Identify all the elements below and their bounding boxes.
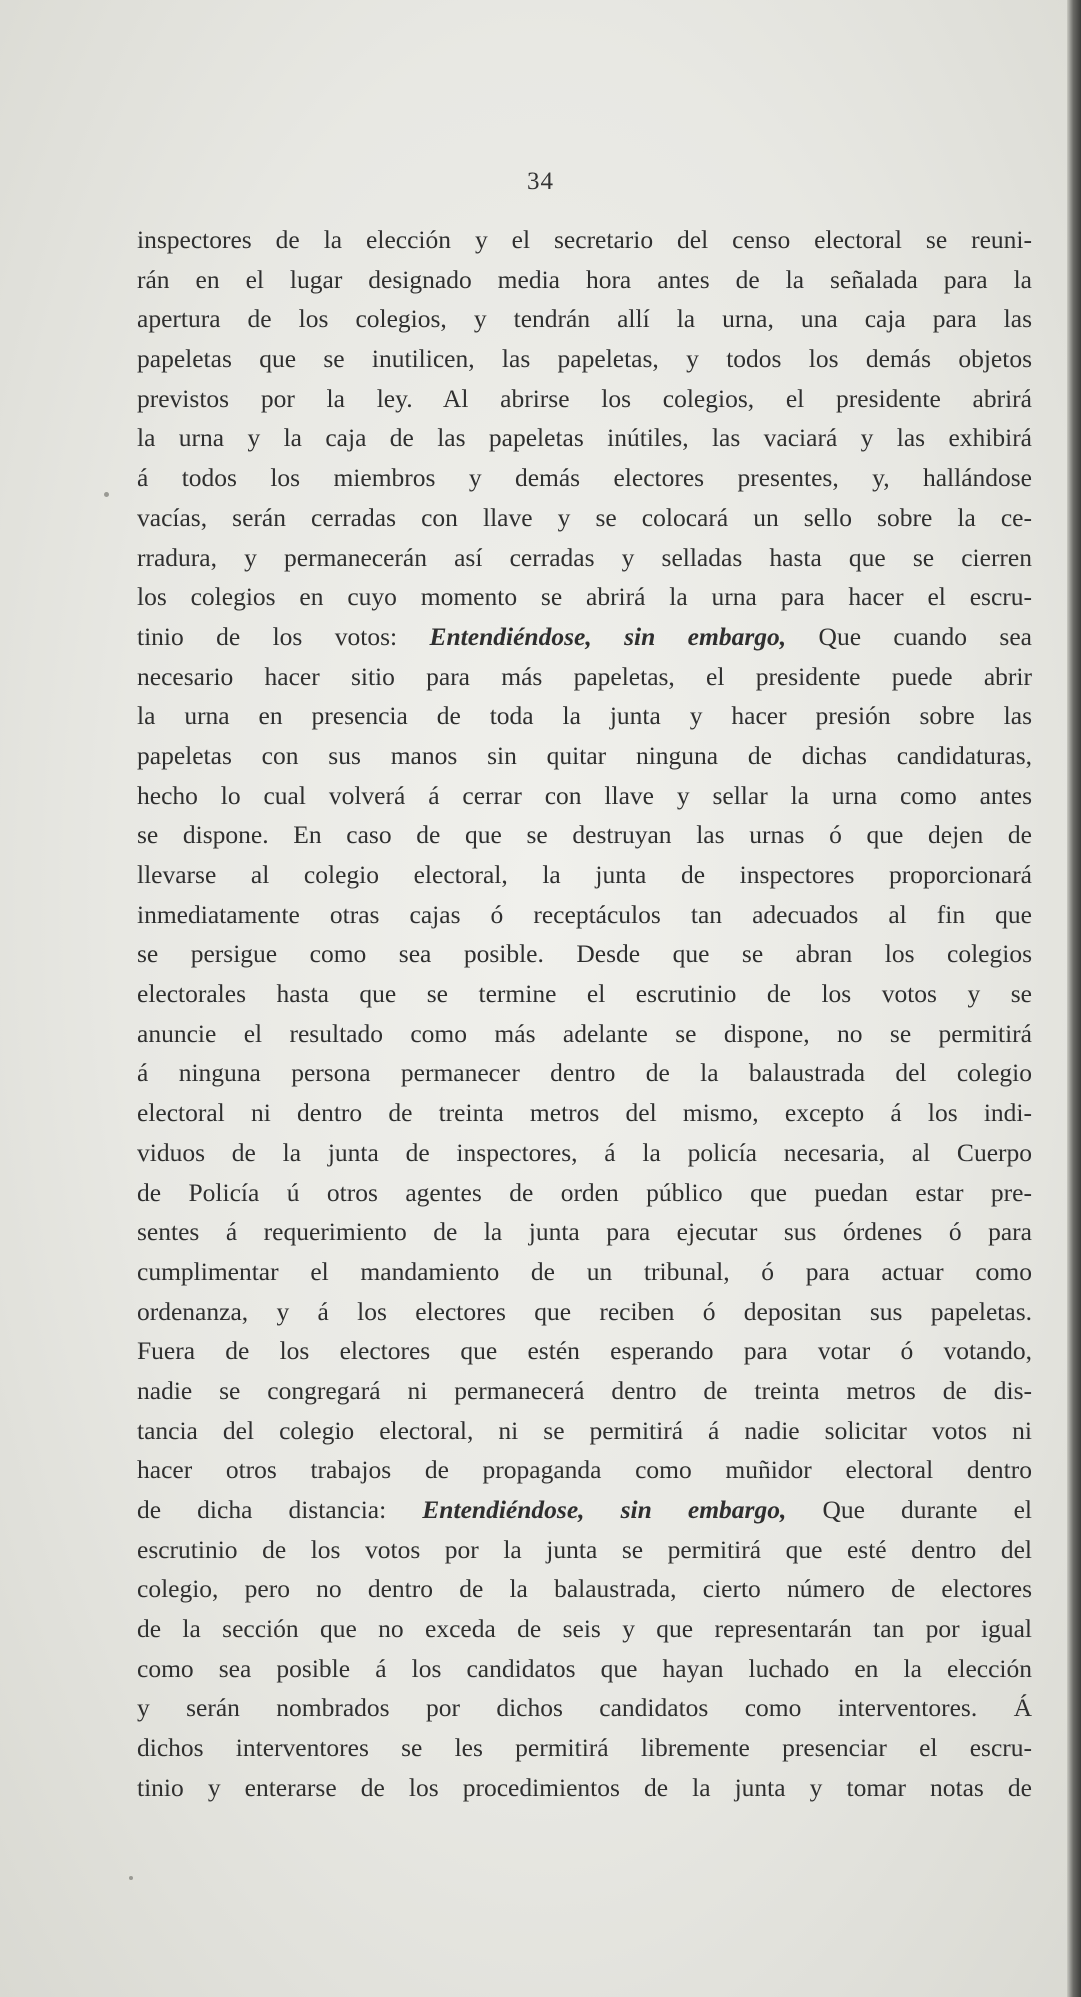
text-line	[137, 855, 1032, 895]
text-segment: rradura, y permanecerán así cerradas y selladas hasta que se cierren	[137, 542, 1032, 572]
text-line	[137, 1292, 1032, 1332]
text-line	[137, 1053, 1032, 1093]
text-line	[137, 934, 1032, 974]
text-segment: se dispone. En caso de que se destruyan las urnas ó que dejen de	[137, 820, 1032, 850]
text-segment: á ninguna persona permanecer dentro de la balaustrada del colegio	[137, 1058, 1032, 1088]
text-segment: Fuera de los electores que estén esperando para votar ó votando,	[137, 1336, 1032, 1366]
text-line	[137, 895, 1032, 935]
page-number: 34	[527, 168, 554, 195]
text-line	[137, 1212, 1032, 1252]
text-line	[137, 1450, 1032, 1490]
text-line	[137, 1728, 1032, 1768]
text-segment: sentes á requerimiento de la junta para ejecutar sus órdenes ó para	[137, 1217, 1032, 1247]
italic-phrase: Entendiéndose, sin embargo,	[422, 1495, 787, 1524]
italic-phrase: Entendiéndose, sin embargo,	[429, 621, 787, 651]
text-segment: cumplimentar el mandamiento de un tribunal, ó para actuar como	[137, 1256, 1032, 1286]
text-segment: vacías, serán cerradas con llave y se colocará un sello sobre la ce-	[137, 502, 1032, 532]
text-line	[137, 1252, 1032, 1292]
text-segment: á todos los miembros y demás electores presentes, y, hallándose	[137, 463, 1032, 493]
text-segment: tinio y enterarse de los procedimientos de la junta y tomar notas de	[137, 1772, 1032, 1802]
text-segment: rán en el lugar designado media hora antes de la señalada para la	[137, 264, 1032, 294]
text-line	[137, 1133, 1032, 1173]
text-line	[137, 1688, 1032, 1728]
text-segment: electoral ni dentro de treinta metros del mismo, excepto á los indi-	[137, 1098, 1032, 1128]
text-segment: de la sección que no exceda de seis y que representarán tan por igual	[137, 1614, 1032, 1644]
text-segment: inmediatamente otras cajas ó receptáculos tan adecuados al fin que	[137, 899, 1032, 929]
text-segment: inspectores de la elección y el secretario del censo electoral se reuni-	[137, 225, 1032, 254]
text-segment: hecho lo cual volverá á cerrar con llave y sellar la urna como antes	[137, 780, 1032, 810]
text-line	[137, 1649, 1032, 1689]
text-segment: Que cuando sea	[786, 621, 1032, 651]
text-line	[137, 696, 1032, 736]
text-line	[137, 1371, 1032, 1411]
book-spine-shadow	[1067, 0, 1081, 1997]
text-segment: llevarse al colegio electoral, la junta de inspectores proporcionará	[137, 860, 1032, 889]
text-segment: electorales hasta que se termine el escrutinio de los votos y se	[137, 979, 1032, 1009]
text-line	[137, 1490, 1032, 1530]
text-segment: como sea posible á los candidatos que hayan luchado en la elección	[137, 1653, 1032, 1683]
text-segment: tancia del colegio electoral, ni se permitirá á nadie solicitar votos ni	[137, 1415, 1032, 1445]
text-line	[137, 1014, 1032, 1054]
text-line	[137, 260, 1032, 300]
text-segment: la urna y la caja de las papeletas inútiles, las vaciará y las exhibirá	[137, 423, 1032, 453]
text-line	[137, 1093, 1032, 1133]
body-text	[137, 220, 1032, 1808]
text-segment: de dicha distancia:	[137, 1495, 423, 1524]
text-line	[137, 339, 1032, 379]
text-line	[137, 220, 1032, 260]
text-line	[137, 974, 1032, 1014]
text-line	[137, 617, 1032, 657]
text-segment: previstos por la ley. Al abrirse los colegios, el presidente abrirá	[137, 383, 1032, 413]
text-line	[137, 1768, 1032, 1808]
text-segment: la urna en presencia de toda la junta y hacer presión sobre las	[137, 701, 1032, 731]
text-segment: dichos interventores se les permitirá libremente presenciar el escru-	[137, 1733, 1032, 1763]
text-line	[137, 776, 1032, 816]
text-line	[137, 1411, 1032, 1451]
text-line	[137, 815, 1032, 855]
text-segment: se persigue como sea posible. Desde que se abran los colegios	[137, 939, 1032, 969]
text-line	[137, 418, 1032, 458]
text-line	[137, 379, 1032, 419]
text-line	[137, 657, 1032, 697]
text-segment: necesario hacer sitio para más papeletas, el presidente puede abrir	[137, 661, 1032, 691]
text-segment: de Policía ú otros agentes de orden público que puedan estar pre-	[137, 1177, 1032, 1207]
text-line	[137, 498, 1032, 538]
text-segment: apertura de los colegios, y tendrán allí la urna, una caja para las	[137, 304, 1032, 334]
text-segment: nadie se congregará ni permanecerá dentro de treinta metros de dis-	[137, 1375, 1032, 1405]
text-line	[137, 577, 1032, 617]
text-line	[137, 1530, 1032, 1570]
text-line	[137, 1569, 1032, 1609]
text-segment: papeletas que se inutilicen, las papeletas, y todos los demás objetos	[137, 344, 1032, 374]
text-segment: papeletas con sus manos sin quitar ninguna de dichas candidaturas,	[137, 740, 1032, 770]
text-segment: hacer otros trabajos de propaganda como muñidor electoral dentro	[137, 1455, 1032, 1485]
text-segment: anuncie el resultado como más adelante se dispone, no se permitirá	[137, 1018, 1032, 1048]
text-segment: y serán nombrados por dichos candidatos como interventores. Á	[137, 1693, 1032, 1723]
text-line	[137, 1173, 1032, 1213]
paper-speck	[104, 492, 109, 497]
text-segment: Que durante el	[786, 1495, 1032, 1524]
text-segment: escrutinio de los votos por la junta se permitirá que esté dentro del	[137, 1534, 1032, 1564]
paper-speck	[129, 1876, 133, 1880]
text-segment: ordenanza, y á los electores que reciben ó depositan sus papeletas.	[137, 1296, 1032, 1326]
text-segment: colegio, pero no dentro de la balaustrada, cierto número de electores	[137, 1574, 1032, 1604]
text-segment: tinio de los votos:	[137, 621, 430, 651]
text-line	[137, 538, 1032, 578]
text-segment: viduos de la junta de inspectores, á la policía necesaria, al Cuerpo	[137, 1137, 1032, 1167]
text-line	[137, 1331, 1032, 1371]
text-line	[137, 736, 1032, 776]
text-line	[137, 458, 1032, 498]
text-segment: los colegios en cuyo momento se abrirá la urna para hacer el escru-	[137, 582, 1032, 612]
text-line	[137, 1609, 1032, 1649]
text-line	[137, 299, 1032, 339]
